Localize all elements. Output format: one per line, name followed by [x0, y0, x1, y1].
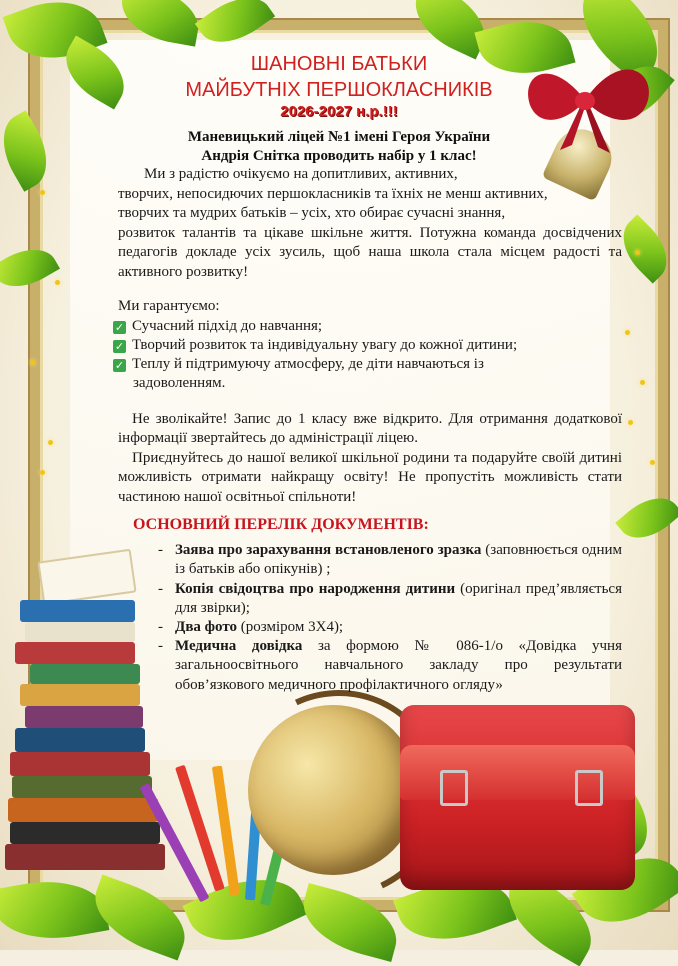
document-item: - Заява про зарахування встановленого зразка (заповнюється одним із батьків або опікунів) ;: [158, 542, 622, 578]
bag-buckle: [575, 770, 603, 806]
document-item: - Копія свідоцтва про народження дитини (оригінал пред’являється для звірки);: [158, 581, 622, 617]
intro-line-1: Ми з радістю очікуємо на допитливих, активних,: [144, 166, 458, 182]
subtitle-line-1: Маневицький ліцей №1 імені Героя України: [187, 129, 491, 145]
guarantee-item-continuation: задоволенням.: [133, 375, 226, 391]
guarantee-item: ✓ Творчий розвиток та індивідуальну увагу до кожної дитини;: [114, 337, 518, 353]
check-square-icon: ✓: [114, 340, 125, 353]
intro-paragraph: розвиток талантів та цікаве шкільне життя. Потужна команда досвідчених педагогів докладе усіх зусиль, щоб наша школа стала місцем радості та активного розвитку!: [118, 225, 622, 280]
title-line-2: МАЙБУТНІХ ПЕРШОКЛАСНИКІВ: [185, 79, 493, 101]
check-square-icon: ✓: [114, 359, 125, 372]
call-paragraph-1: Не зволікайте! Запис до 1 класу вже відкрито. Для отримання додаткової інформації звертайтесь до адміністрації ліцею.: [118, 411, 622, 447]
intro-line-2: творчих, непосидючих першокласників та їхніх не менш активних,: [118, 186, 548, 202]
guarantees-heading: Ми гарантуємо:: [118, 298, 220, 314]
title-line-1: ШАНОВНІ БАТЬКИ: [250, 53, 428, 75]
subtitle-line-2: Андрія Снітка проводить набір у 1 клас!: [201, 148, 477, 164]
school-year: 2026-2027 н.р.!!!: [280, 103, 398, 120]
document-item: - Медична довідка за формою № 086-1/о «Довідка учня загальноосвітнього навчального закладу про результати обов’язкового медичного профілактичного огляду»: [158, 638, 622, 693]
intro-line-3: творчих та мудрих батьків – усіх, хто обирає сучасні знання,: [118, 205, 506, 221]
check-square-icon: ✓: [114, 321, 125, 334]
guarantee-item: ✓ Теплу й підтримуючу атмосферу, де діти навчаються із: [114, 356, 484, 372]
guarantee-item: ✓ Сучасний підхід до навчання;: [114, 318, 323, 334]
document-item: - Два фото (розміром 3Х4);: [158, 619, 344, 635]
globe-icon: [248, 705, 418, 875]
call-paragraph-2: Приєднуйтесь до нашої великої шкільної родини та подаруйте своїй дитині можливість отримати найкращу освіту! Не пропустіть можливість стати частиною нашої освітньої спільноти!: [118, 450, 622, 505]
documents-heading: ОСНОВНИЙ ПЕРЕЛІК ДОКУМЕНТІВ:: [133, 516, 429, 533]
bag-buckle: [440, 770, 468, 806]
